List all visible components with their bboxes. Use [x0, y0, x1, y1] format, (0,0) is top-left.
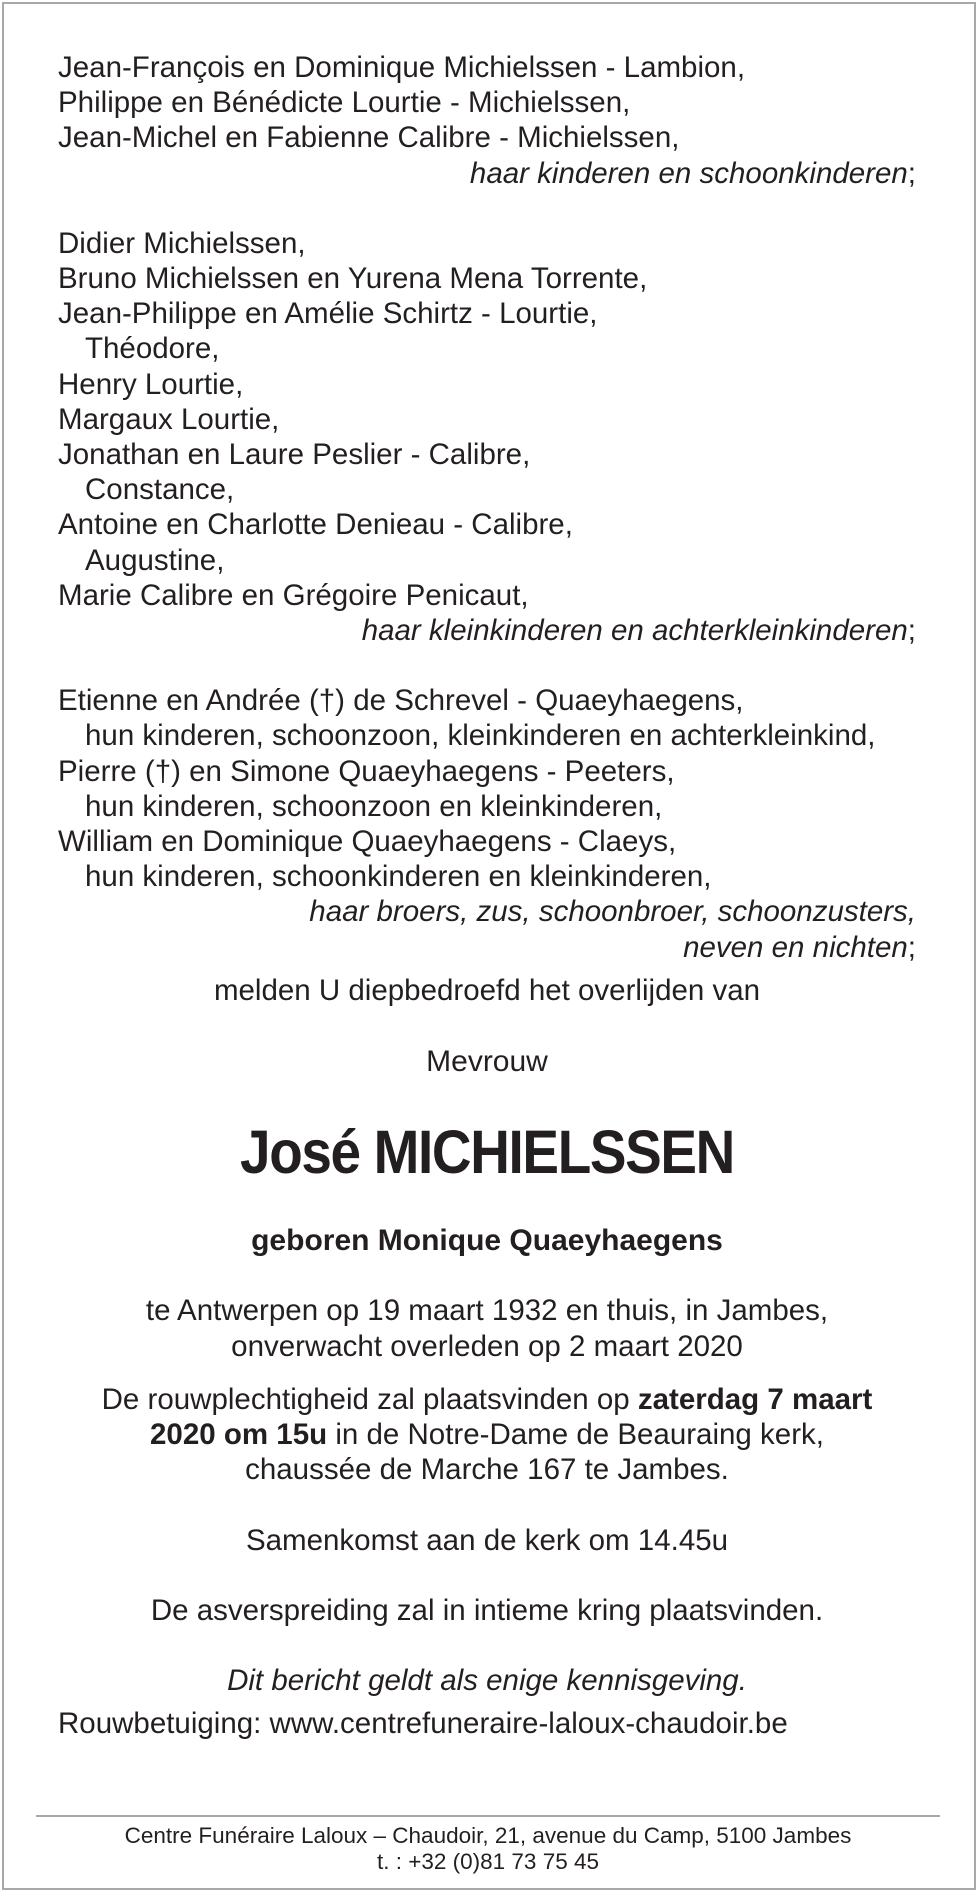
siblings-label: haar broers, zus, schoonbroer, schoonzusters,: [309, 895, 916, 929]
sibling-family-line: hun kinderen, schoonkinderen en kleinkinderen,: [85, 860, 712, 894]
children-label: [58, 156, 916, 191]
gathering-line: Samenkomst aan de kerk om 14.45u: [245, 1523, 729, 1557]
sibling-line: Pierre (†) en Simone Quaeyhaegens - Peeters,: [58, 754, 675, 788]
title: Mevrouw: [426, 1045, 548, 1079]
children-label-text: haar kinderen en schoonkinderen: [469, 156, 908, 190]
footer-address: Centre Funéraire Laloux – Chaudoir, 21, avenue du Camp, 5100 Jambes: [124, 1823, 852, 1848]
grandchild-line: Henry Lourtie,: [58, 367, 244, 401]
sibling-line: William en Dominique Quaeyhaegens - Claeys,: [58, 825, 677, 859]
siblings-label-end: [58, 930, 916, 965]
sibling-family-line: hun kinderen, schoonzoon en kleinkinderen,: [85, 789, 663, 823]
grandchild-line: Didier Michielssen,: [58, 226, 306, 260]
grandchild-line: Bruno Michielssen en Yurena Mena Torrente,: [58, 262, 648, 296]
birth-death-line: te Antwerpen op 19 maart 1932 en thuis, in Jambes,: [145, 1294, 829, 1328]
ceremony-place: in de Notre-Dame de Beauraing kerk,: [327, 1418, 824, 1452]
ashes-line: De asverspreiding zal in intieme kring plaatsvinden.: [150, 1593, 824, 1627]
grandchildren-label-text: haar kleinkinderen en achterkleinkinderen: [361, 614, 908, 648]
children-list: [58, 50, 916, 191]
grandchild-line: Jonathan en Laure Peslier - Calibre,: [58, 438, 531, 472]
grandchildren-label: [58, 613, 916, 648]
footer-phone: t. : +32 (0)81 73 75 45: [376, 1849, 600, 1874]
ceremony-date: zaterdag 7 maart: [637, 1382, 873, 1416]
ceremony-address: chaussée de Marche 167 te Jambes.: [245, 1453, 729, 1487]
grandchild-line: Marie Calibre en Grégoire Penicaut,: [58, 578, 529, 612]
child-line: Jean-Michel en Fabienne Calibre - Michielssen,: [58, 121, 680, 155]
obituary-body: [58, 50, 916, 1741]
grandchild-line: Margaux Lourtie,: [58, 402, 280, 436]
ceremony-line: [58, 1382, 916, 1417]
deceased-name: José MICHIELSSEN: [240, 1118, 734, 1187]
great-grandchild-line: Théodore,: [85, 332, 220, 366]
funeral-home-footer: [36, 1823, 940, 1875]
child-line: Philippe en Bénédicte Lourtie - Michielssen,: [58, 86, 631, 120]
ceremony-time: 2020 om 15u: [150, 1418, 328, 1452]
sibling-line: Etienne en Andrée (†) de Schrevel - Quaeyhaegens,: [58, 684, 744, 718]
grandchild-line: Jean-Philippe en Amélie Schirtz - Lourtie,: [58, 297, 598, 331]
grandchildren-list: [58, 226, 916, 648]
semicolon: ;: [907, 156, 916, 190]
semicolon: ;: [907, 930, 916, 964]
grandchild-line: Antoine en Charlotte Denieau - Calibre,: [58, 508, 573, 542]
semicolon: ;: [907, 614, 916, 648]
great-grandchild-line: Constance,: [85, 473, 235, 507]
announcement: melden U diepbedroefd het overlijden van: [213, 973, 761, 1007]
birth-name: geboren Monique Quaeyhaegens: [251, 1224, 723, 1258]
ceremony-intro: De rouwplechtigheid zal plaatsvinden op: [101, 1382, 638, 1416]
sibling-family-line: hun kinderen, schoonzoon, kleinkinderen en achterkleinkind,: [85, 719, 876, 753]
child-line: Jean-François en Dominique Michielssen - Lambion,: [58, 51, 746, 84]
ceremony-line: [58, 1417, 916, 1452]
birth-death-line: onverwacht overleden op 2 maart 2020: [231, 1329, 743, 1363]
condolence-line: Rouwbetuiging: www.centrefuneraire-laloux-chaudoir.be: [58, 1707, 788, 1741]
siblings-label-text: neven en nichten: [683, 930, 908, 964]
footer-divider: [36, 1815, 940, 1817]
siblings-list: [58, 683, 916, 965]
great-grandchild-line: Augustine,: [85, 543, 225, 577]
notice-line: Dit bericht geldt als enige kennisgeving.: [227, 1663, 747, 1697]
